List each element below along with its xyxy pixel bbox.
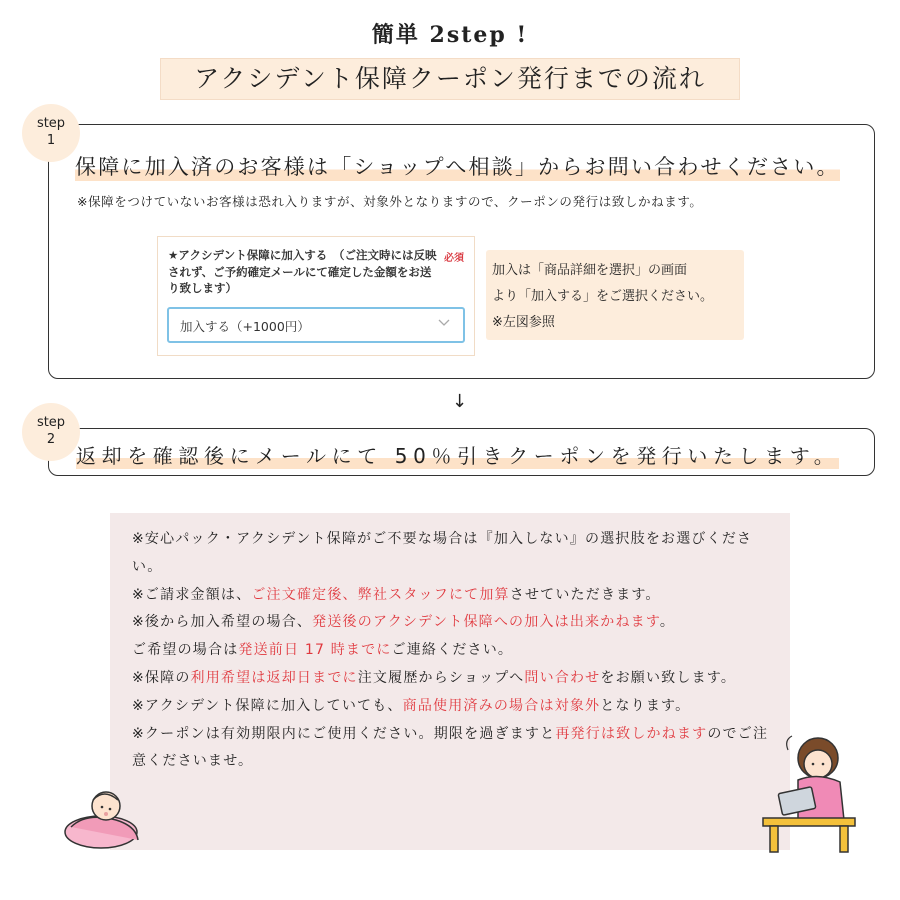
notice-highlight: 問い合わせ — [524, 669, 601, 686]
notice-highlight: 商品使用済みの場合は対象外 — [402, 697, 601, 714]
notice-text-span: ※後から加入希望の場合、 — [132, 614, 313, 631]
notice-text-span: ご希望の場合は — [132, 642, 239, 659]
notice-text-span: ご連絡ください。 — [391, 642, 514, 659]
notice-text-span: 。 — [659, 614, 676, 631]
notice-text-span: させていただきます。 — [509, 586, 661, 603]
down-arrow-icon: ↓ — [452, 391, 468, 412]
notice-line — [132, 665, 777, 693]
notice-text-span: のでご注意くださいませ。 — [132, 725, 769, 770]
step2-main-text: 返却を確認後にメールにて 50％引きクーポンを発行いたします。 — [76, 440, 839, 469]
notice-line — [132, 693, 777, 721]
notice-line — [132, 582, 777, 610]
step1-badge — [22, 104, 80, 162]
side-note — [486, 250, 744, 340]
accident-select-value: 加入する（+1000円） — [180, 319, 310, 334]
chevron-down-icon — [437, 315, 451, 333]
notice-text-span: ※ご請求金額は、 — [132, 586, 252, 603]
notice-box — [110, 513, 790, 850]
notice-highlight: ご注文確定後、弊社スタッフにて加算 — [251, 586, 510, 603]
notice-line — [132, 721, 777, 777]
baby-illustration — [46, 782, 146, 854]
side-note-line: 加入は「商品詳細を選択」の画面 — [492, 263, 688, 278]
form-mock-label: ★アクシデント保障に加入する （ご注文時には反映されず、ご予約確定メールにて確定した金額をお送り致します） — [168, 248, 437, 295]
notice-text-span: ※クーポンは有効期限内にご使用ください。期限を過ぎますと — [132, 725, 556, 742]
step1-main-text: 保障に加入済のお客様は「ショップへ相談」からお問い合わせください。 — [75, 151, 840, 181]
step1-badge-num: 1 — [46, 133, 56, 148]
step2-badge-word: step — [36, 415, 66, 430]
heading-title: アクシデント保障クーポン発行までの流れ — [160, 58, 740, 100]
required-tag: 必須 — [444, 253, 464, 264]
step2-badge — [22, 403, 80, 461]
notice-text-span: となります。 — [600, 697, 691, 714]
side-note-line: より「加入する」をご選択ください。 — [492, 289, 714, 304]
notice-highlight: 発送後のアクシデント保障への加入は出来かねます — [312, 614, 660, 631]
accident-select[interactable] — [167, 307, 465, 343]
heading-subtitle: 簡単 2step ! — [371, 22, 529, 48]
notice-line — [132, 609, 777, 637]
notice-line — [132, 637, 777, 665]
notice-highlight: 再発行は致しかねます — [555, 725, 708, 742]
woman-at-desk-illustration — [758, 720, 858, 855]
notice-text-span: ※安心パック・アクシデント保障がご不要な場合は『加入しない』の選択肢をお選びください。 — [132, 531, 753, 575]
step1-note: ※保障をつけていないお客様は恐れ入りますが、対象外となりますので、クーポンの発行は致しかねます。 — [77, 194, 703, 209]
notice-text-span: をお願い致します。 — [600, 669, 737, 686]
step2-badge-num: 2 — [46, 432, 56, 447]
notice-line — [132, 526, 777, 582]
notice-highlight: 利用希望は返却日までに — [190, 669, 358, 686]
notice-text-span: 注文履歴からショップへ — [357, 669, 525, 686]
form-mock — [157, 236, 475, 356]
notice-text-span: ※保障の — [132, 669, 191, 686]
side-note-line: ※左図参照 — [492, 315, 555, 330]
notice-text-span: ※アクシデント保障に加入していても、 — [132, 697, 403, 714]
notice-text — [132, 526, 777, 776]
step1-badge-word: step — [36, 116, 66, 131]
notice-highlight: 発送前日 17 時までに — [238, 642, 392, 659]
